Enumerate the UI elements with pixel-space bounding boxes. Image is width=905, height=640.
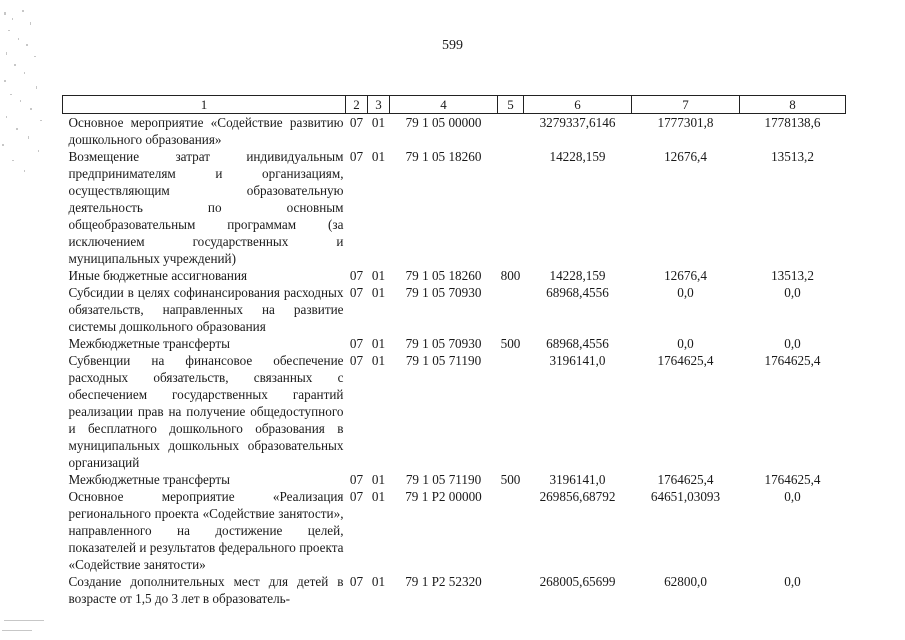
column-header: 3 — [368, 96, 390, 114]
row-value-col6: 14228,159 — [549, 268, 606, 283]
row-section-code: 07 — [349, 149, 364, 164]
column-header: 5 — [498, 96, 524, 114]
row-expense-type: 800 — [500, 268, 521, 283]
row-subsection-code: 01 — [371, 149, 386, 164]
row-value-col8: 1778138,6 — [764, 115, 821, 130]
budget-table — [62, 95, 846, 607]
row-section-code: 07 — [349, 268, 364, 283]
row-target-article: 79 1 05 70930 — [405, 336, 482, 351]
row-value-col6: 3196141,0 — [549, 472, 606, 487]
row-section-code: 07 — [349, 115, 364, 130]
row-value-col7: 1764625,4 — [657, 472, 714, 487]
row-target-article: 79 1 05 18260 — [405, 149, 482, 164]
row-value-col8: 0,0 — [784, 489, 801, 504]
row-subsection-code: 01 — [371, 489, 386, 504]
row-subsection-code: 01 — [371, 115, 386, 130]
row-expense-type: 500 — [500, 472, 521, 487]
table-row — [63, 488, 846, 573]
row-value-col8: 0,0 — [784, 285, 801, 300]
row-section-code: 07 — [349, 472, 364, 487]
row-name: Субвенции на финансовое обеспечение расходных обязательств, связанных с обеспечением государственных гарантий реализации прав на получение общедоступного и бесплатного дошкольного образования в муниципальных дошкольных образовательных организаций — [68, 353, 344, 470]
row-expense-type: 500 — [500, 336, 521, 351]
row-subsection-code: 01 — [371, 353, 386, 368]
row-name: Возмещение затрат индивидуальным предпринимателям и организациям, осуществляющим образовательную деятельность по основным общеобразовательным программам (за исключением государственных и муниципальных учреждений) — [68, 149, 344, 266]
column-header: 4 — [390, 96, 498, 114]
row-expense-type — [498, 573, 524, 607]
column-header: 7 — [632, 96, 740, 114]
row-value-col6: 14228,159 — [549, 149, 606, 164]
table-row — [63, 352, 846, 471]
row-value-col7: 0,0 — [677, 336, 694, 351]
row-target-article: 79 1 05 18260 — [405, 268, 482, 283]
row-value-col7: 64651,03093 — [650, 489, 721, 504]
table-row — [63, 114, 846, 149]
column-header: 2 — [346, 96, 368, 114]
row-name: Основное мероприятие «Реализация регионального проекта «Содействие занятости», направленного на достижение целей, показателей и результатов федерального проекта «Содействие занятости» — [68, 489, 344, 572]
row-value-col7: 0,0 — [677, 285, 694, 300]
row-expense-type — [498, 114, 524, 149]
row-subsection-code: 01 — [371, 285, 386, 300]
row-name: Межбюджетные трансферты — [68, 472, 230, 487]
row-subsection-code: 01 — [371, 336, 386, 351]
row-value-col7: 12676,4 — [664, 268, 707, 283]
row-target-article: 79 1 05 71190 — [405, 472, 482, 487]
scan-artifact-margin — [0, 0, 60, 640]
row-value-col6: 3196141,0 — [549, 353, 606, 368]
row-value-col7: 62800,0 — [664, 574, 707, 589]
row-section-code: 07 — [349, 336, 364, 351]
row-target-article: 79 1 P2 00000 — [405, 489, 482, 504]
table-row — [63, 148, 846, 267]
row-value-col8: 1764625,4 — [764, 353, 821, 368]
row-section-code: 07 — [349, 285, 364, 300]
row-name: Межбюджетные трансферты — [68, 336, 230, 351]
row-value-col6: 3279337,6146 — [539, 115, 616, 130]
row-value-col8: 13513,2 — [771, 268, 814, 283]
row-subsection-code: 01 — [371, 472, 386, 487]
row-section-code: 07 — [349, 489, 364, 504]
row-section-code: 07 — [349, 353, 364, 368]
row-expense-type — [498, 488, 524, 573]
row-value-col6: 68968,4556 — [546, 336, 609, 351]
table-row — [63, 284, 846, 335]
row-value-col7: 12676,4 — [664, 149, 707, 164]
row-expense-type — [498, 352, 524, 471]
row-expense-type — [498, 284, 524, 335]
row-target-article: 79 1 05 71190 — [405, 353, 482, 368]
row-value-col6: 68968,4556 — [546, 285, 609, 300]
row-name: Основное мероприятие «Содействие развитию дошкольного образования» — [68, 115, 344, 147]
table-header-row — [63, 96, 846, 114]
row-value-col8: 13513,2 — [771, 149, 814, 164]
row-value-col6: 268005,65699 — [539, 574, 616, 589]
table-row — [63, 471, 846, 488]
table-row — [63, 573, 846, 607]
row-target-article: 79 1 05 70930 — [405, 285, 482, 300]
page-number: 599 — [442, 38, 463, 53]
row-name: Субсидии в целях софинансирования расходных обязательств, направленных на развитие системы дошкольного образования — [68, 285, 344, 334]
row-section-code: 07 — [349, 574, 364, 589]
row-subsection-code: 01 — [371, 574, 386, 589]
row-value-col7: 1764625,4 — [657, 353, 714, 368]
table-row — [63, 267, 846, 284]
row-value-col8: 1764625,4 — [764, 472, 821, 487]
row-subsection-code: 01 — [371, 268, 386, 283]
row-value-col7: 1777301,8 — [657, 115, 714, 130]
column-header: 8 — [740, 96, 846, 114]
row-name: Создание дополнительных мест для детей в возрасте от 1,5 до 3 лет в образователь- — [68, 574, 344, 606]
row-target-article: 79 1 P2 52320 — [405, 574, 482, 589]
row-value-col6: 269856,68792 — [539, 489, 616, 504]
row-name: Иные бюджетные ассигнования — [68, 268, 248, 283]
row-expense-type — [498, 148, 524, 267]
table-row — [63, 335, 846, 352]
row-target-article: 79 1 05 00000 — [405, 115, 482, 130]
row-value-col8: 0,0 — [784, 574, 801, 589]
column-header: 1 — [63, 96, 346, 114]
row-value-col8: 0,0 — [784, 336, 801, 351]
column-header: 6 — [524, 96, 632, 114]
